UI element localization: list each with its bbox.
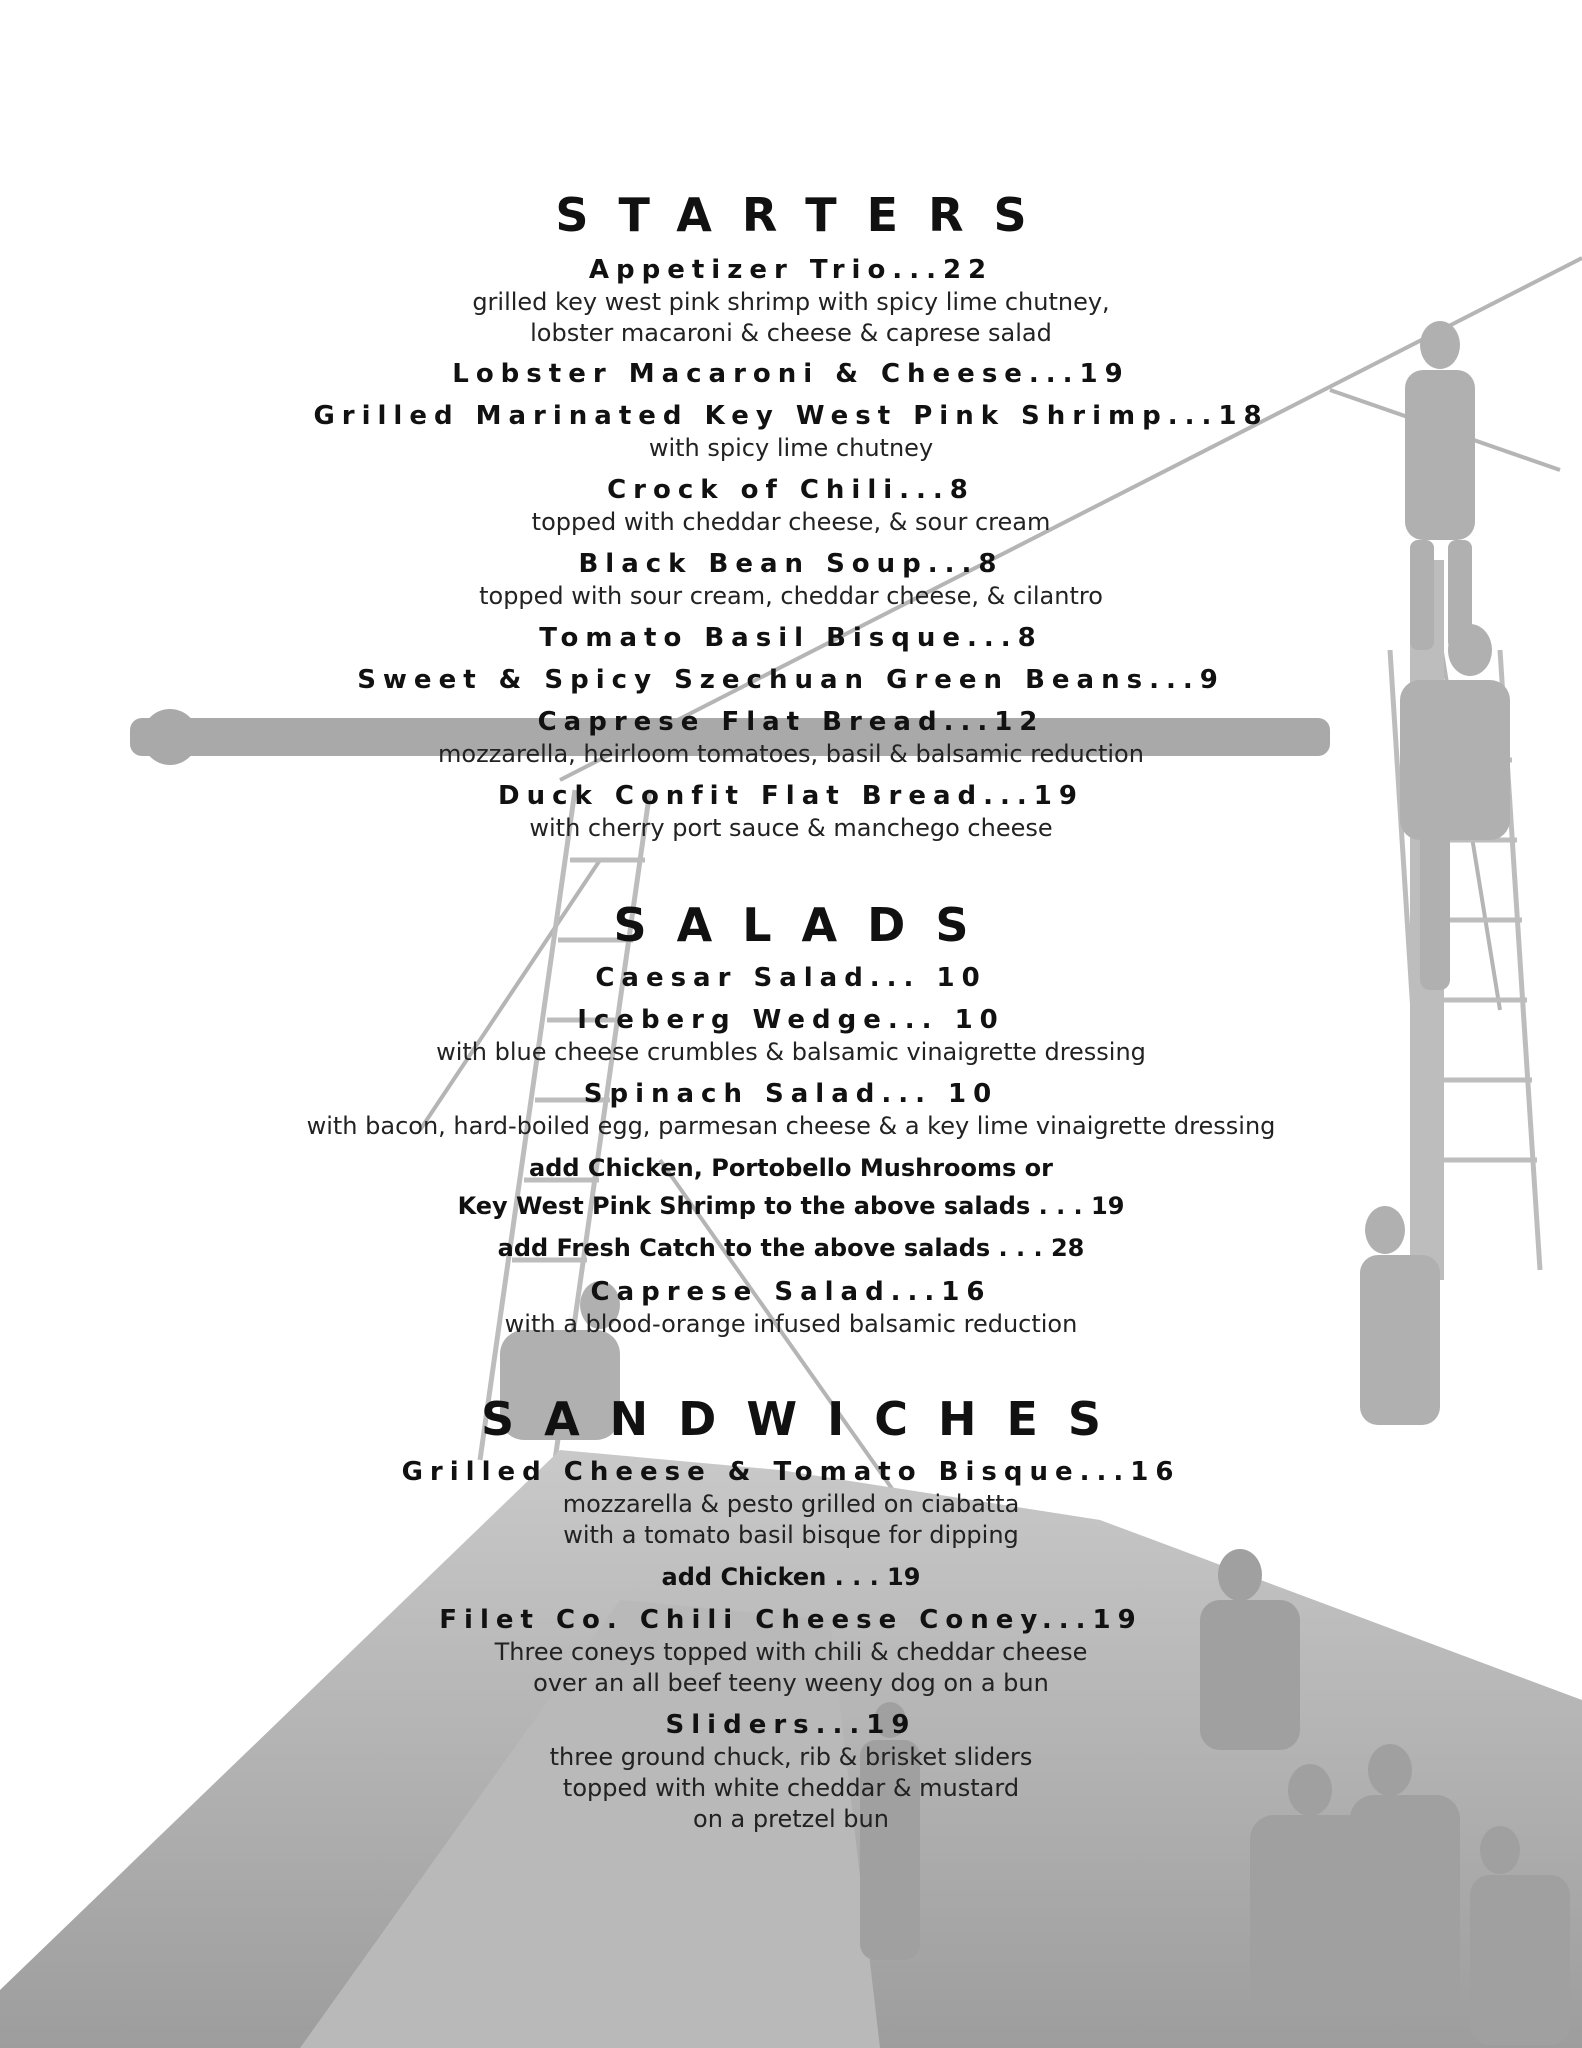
section-heading-sandwiches: SANDWICHES xyxy=(480,1392,1132,1446)
menu-item-name: Duck Confit Flat Bread...19 xyxy=(498,781,1084,811)
menu-item-name: Iceberg Wedge... 10 xyxy=(577,1005,1005,1035)
menu-item-name: Spinach Salad... 10 xyxy=(583,1079,999,1109)
menu-item-desc: with spicy lime chutney xyxy=(648,434,934,462)
menu-item-desc: with cherry port sauce & manchego cheese xyxy=(529,814,1053,842)
menu-item-name: Caesar Salad... 10 xyxy=(595,963,987,993)
menu-item-desc: with bacon, hard-boiled egg, parmesan cheese & a key lime vinaigrette dressing xyxy=(306,1112,1276,1140)
menu-item-desc: grilled key west pink shrimp with spicy lime chutney, xyxy=(472,288,1110,316)
menu-item-name: Grilled Cheese & Tomato Bisque...16 xyxy=(401,1457,1181,1487)
menu-item-name: Caprese Salad...16 xyxy=(590,1277,992,1307)
section-heading-salads: SALADS xyxy=(613,898,999,952)
salad-addon-note: add Chicken, Portobello Mushrooms or xyxy=(529,1154,1053,1182)
menu-item-desc: Three coneys topped with chili & cheddar cheese xyxy=(494,1638,1088,1666)
menu-item-name: Lobster Macaroni & Cheese...19 xyxy=(452,359,1130,389)
menu-item-name: Filet Co. Chili Cheese Coney...19 xyxy=(439,1605,1143,1635)
section-heading-starters: STARTERS xyxy=(555,188,1057,242)
menu-item-desc: topped with white cheddar & mustard xyxy=(562,1774,1020,1802)
menu-item-desc: lobster macaroni & cheese & caprese salad xyxy=(530,319,1052,347)
menu-item-desc: topped with sour cream, cheddar cheese, & cilantro xyxy=(479,582,1103,610)
menu-item-desc: over an all beef teeny weeny dog on a bun xyxy=(533,1669,1049,1697)
menu-item-name: Grilled Marinated Key West Pink Shrimp...18 xyxy=(313,401,1269,431)
menu-item-desc: mozzarella & pesto grilled on ciabatta xyxy=(562,1490,1020,1518)
menu-item-desc: mozzarella, heirloom tomatoes, basil & balsamic reduction xyxy=(438,740,1144,768)
sandwich-addon-note: add Chicken . . . 19 xyxy=(661,1563,921,1591)
menu-item-desc: topped with cheddar cheese, & sour cream xyxy=(531,508,1051,536)
menu-item-name: Appetizer Trio...22 xyxy=(588,255,994,285)
menu-item-name: Sweet & Spicy Szechuan Green Beans...9 xyxy=(357,665,1225,695)
menu-item-name: Tomato Basil Bisque...8 xyxy=(539,623,1043,653)
menu-item-desc: with a blood-orange infused balsamic reduction xyxy=(504,1310,1078,1338)
menu-item-desc: three ground chuck, rib & brisket sliders xyxy=(549,1743,1033,1771)
menu-item-name: Crock of Chili...8 xyxy=(607,475,975,505)
salad-addon-note: add Fresh Catch to the above salads . . . 28 xyxy=(497,1234,1085,1262)
menu-item-name: Sliders...19 xyxy=(665,1710,917,1740)
menu-item-desc: with blue cheese crumbles & balsamic vinaigrette dressing xyxy=(436,1038,1146,1066)
menu-item-name: Black Bean Soup...8 xyxy=(578,549,1004,579)
menu-item-desc: on a pretzel bun xyxy=(693,1805,889,1833)
salad-addon-note: Key West Pink Shrimp to the above salads . . . 19 xyxy=(457,1192,1125,1220)
menu-item-name: Caprese Flat Bread...12 xyxy=(537,707,1045,737)
menu-item-desc: with a tomato basil bisque for dipping xyxy=(563,1521,1019,1549)
